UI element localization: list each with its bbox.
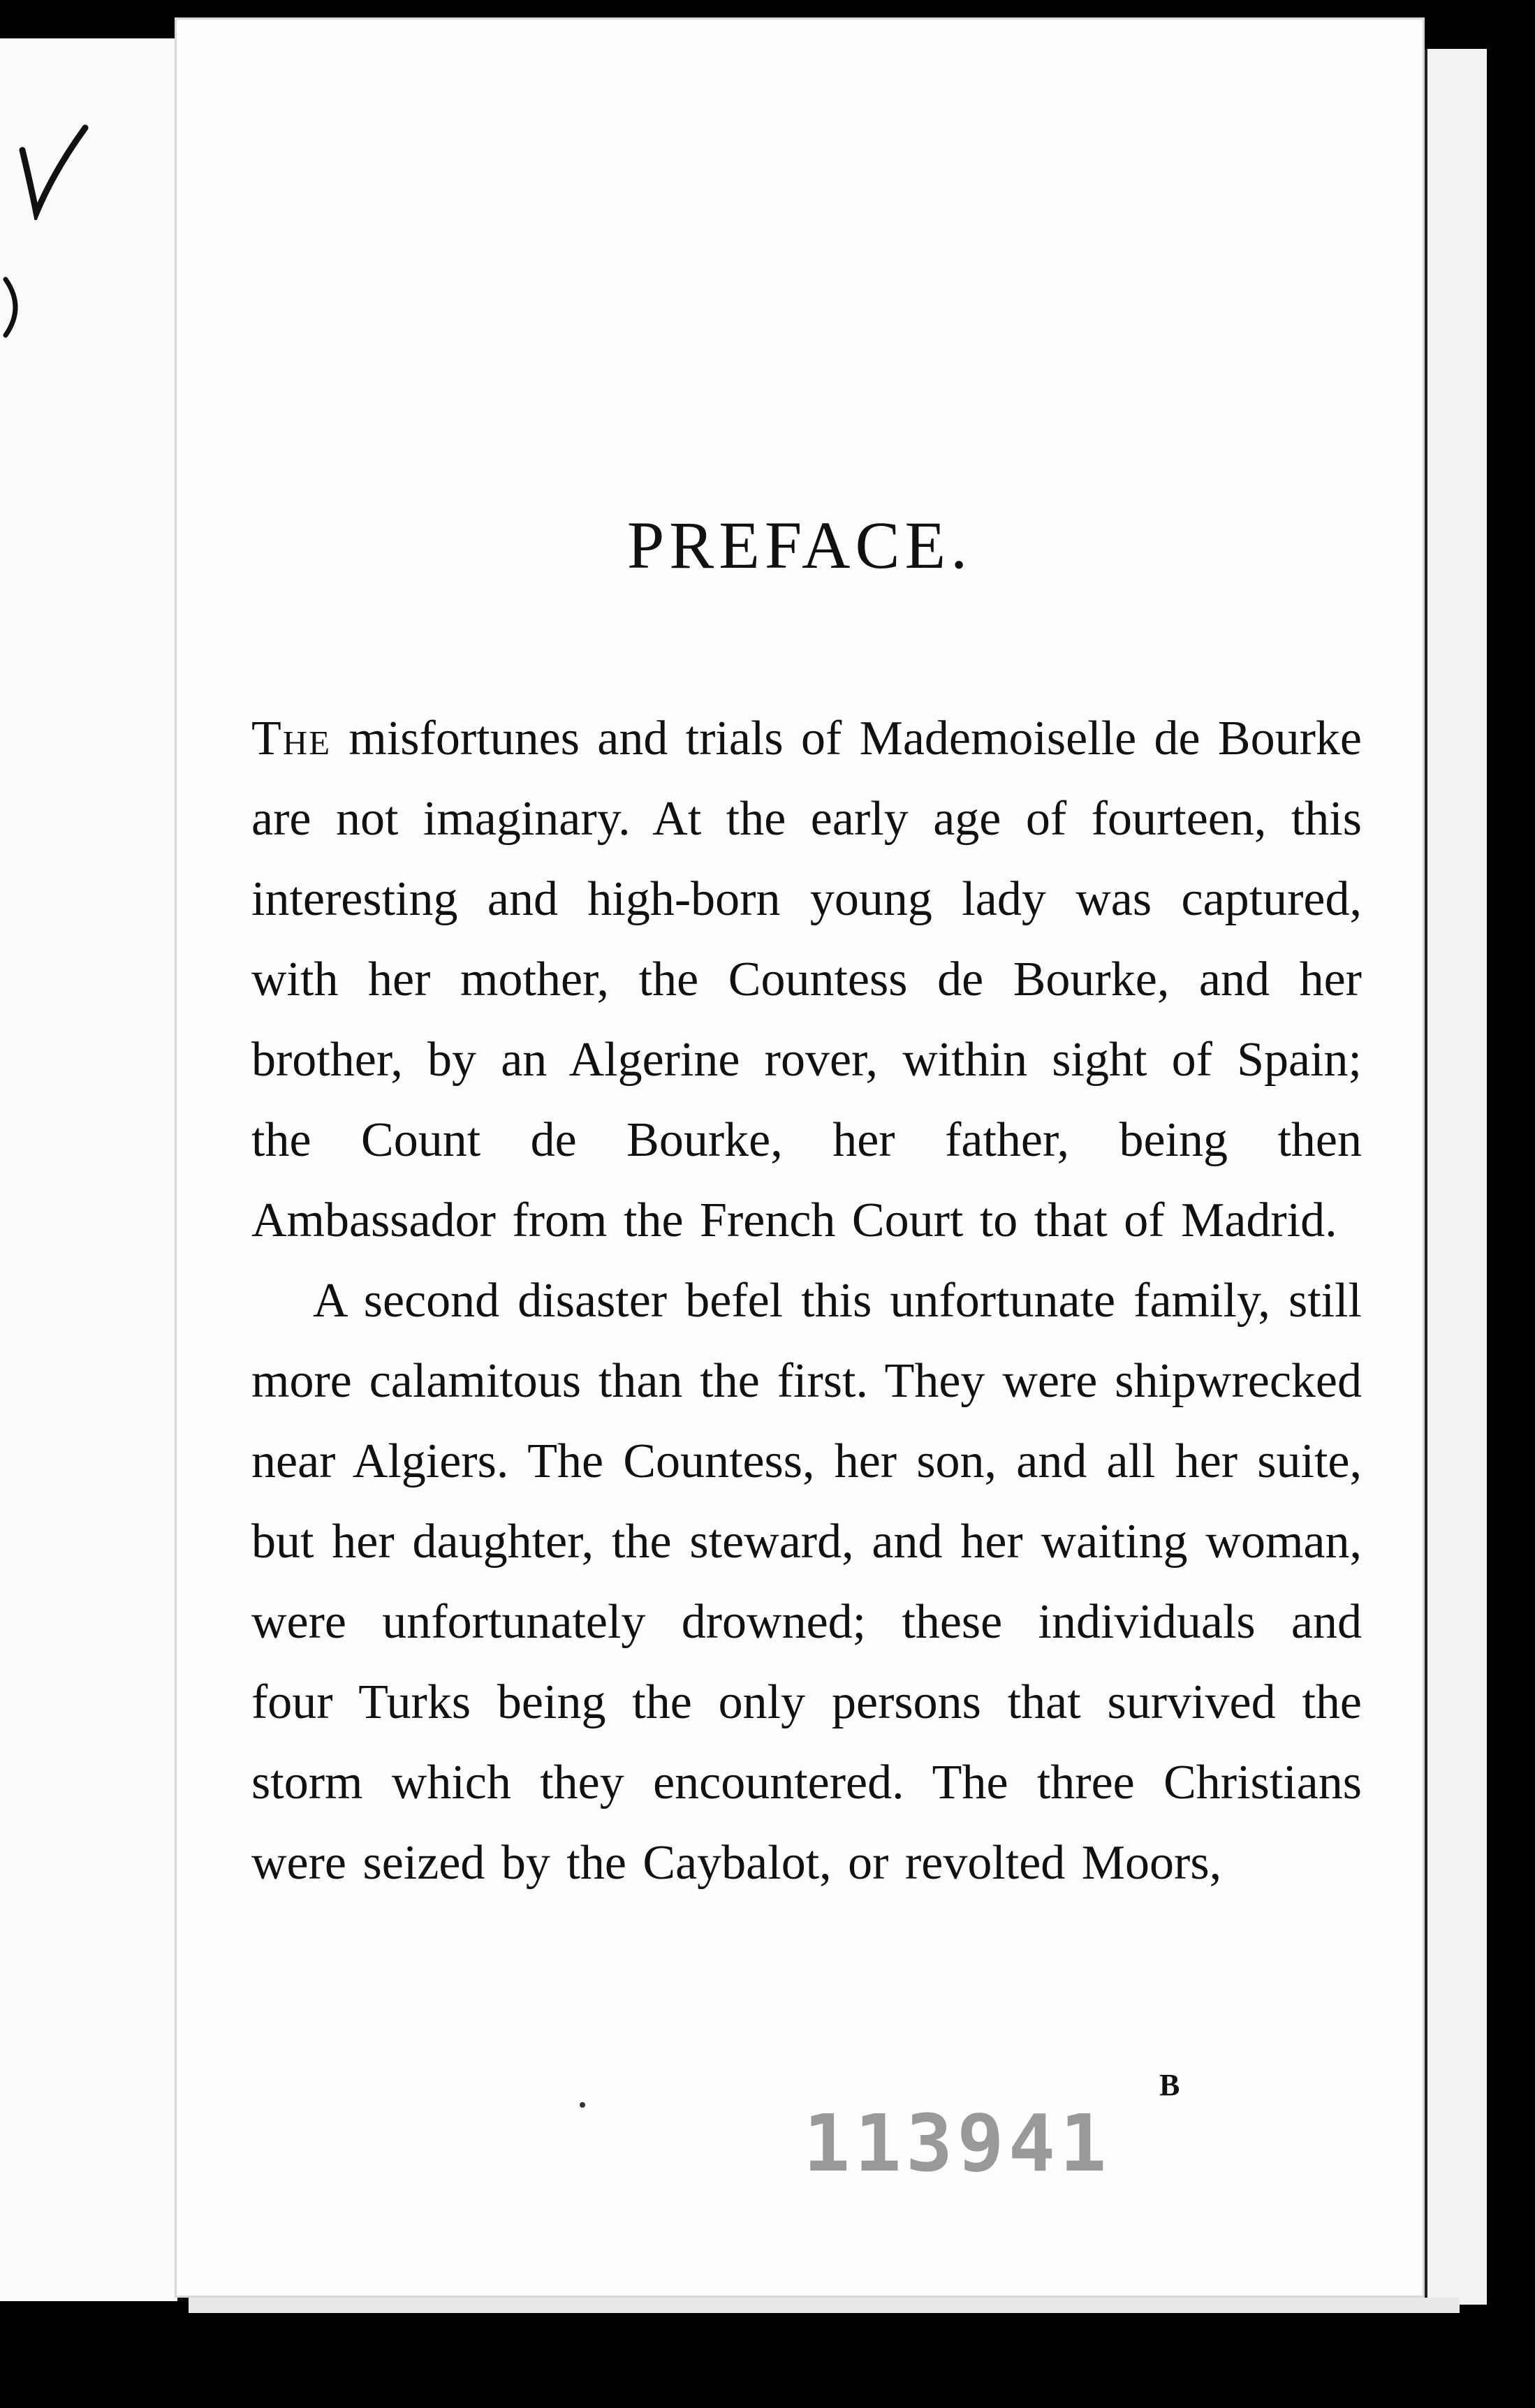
paragraph-1-body: misfortunes and trials of Mademoiselle de Bourke are not imaginary. At the early age of fourteen, this interesting and high-born young lady was captured, with her mother, the Countess de Bourke, and her brother, by an Algerine rover, within sight of Spain; the Count de Bourke, her father, being then Ambassador from the French Court to that of Madrid. [251, 712, 1362, 1247]
ink-speck [580, 2102, 585, 2108]
paragraph-1-lead: The [251, 712, 332, 765]
adjacent-page-strip [0, 38, 183, 2301]
signature-mark: B [1159, 2068, 1180, 2102]
paragraph-2: A second disaster befel this unfortunate family, still more calamitous than the first. They were shipwrecked near Algiers. The Countess, her son, and all her suite, but her daughter, the steward, and her waiting woman, were unfortunately drowned; these individuals and four Turks being the only persons that survived the storm which they encountered. The three Christians were seized by the Caybalot, or revolted Moors, [251, 1274, 1362, 1890]
margin-bracket-mark [0, 276, 28, 339]
page-edge-right [1425, 49, 1487, 2305]
library-stamp: 113941 [803, 2099, 1111, 2189]
page-title: PREFACE. [626, 508, 973, 582]
paragraph-1 [251, 698, 1362, 1261]
page-edge-bottom [189, 2298, 1460, 2313]
preface-text [251, 698, 1362, 1903]
handwritten-check-mark [15, 122, 92, 220]
book-page [175, 17, 1425, 2298]
